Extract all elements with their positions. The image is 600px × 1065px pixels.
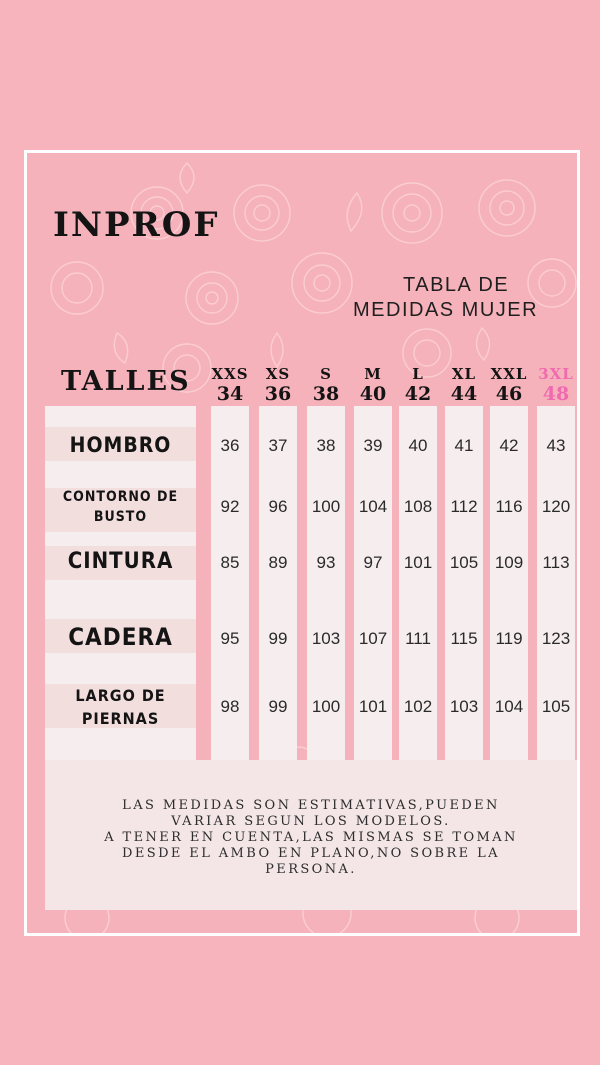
- size-header-s: [304, 365, 348, 405]
- size-header-3xl: [534, 365, 578, 405]
- size-label: S: [320, 365, 332, 383]
- measurement-cell: 98: [220, 697, 240, 716]
- size-header-xl: [442, 365, 486, 405]
- size-header-xs: [256, 365, 300, 405]
- row-label-line: BUSTO: [93, 509, 148, 525]
- measurement-cell: 95: [220, 629, 240, 648]
- measurement-cell: 42: [499, 436, 519, 455]
- measurement-cell: 100: [311, 697, 341, 716]
- disclaimer-line: A TENER EN CUENTA,LAS MISMAS SE TOMAN: [104, 830, 518, 845]
- measurement-cell: 111: [405, 629, 431, 648]
- size-number: 46: [495, 383, 523, 405]
- measurement-cell: 103: [311, 629, 341, 648]
- measurement-cell: 119: [495, 629, 523, 648]
- measurement-cell: 40: [408, 436, 428, 455]
- size-number: 48: [542, 383, 570, 405]
- measurement-cell: 105: [541, 697, 571, 716]
- size-chart-frame: [24, 150, 580, 936]
- row-label-cintura: [45, 549, 196, 575]
- row-label-largo-de-piernas: [45, 684, 196, 730]
- size-label: XS: [265, 365, 291, 383]
- measurement-cell: 85: [220, 553, 240, 572]
- measurement-cell: 36: [220, 436, 240, 455]
- size-number: 40: [359, 383, 387, 405]
- size-label: M: [364, 365, 382, 383]
- measurement-cell: 107: [358, 629, 388, 648]
- disclaimer-line: DESDE EL AMBO EN PLANO,NO SOBRE LA: [122, 846, 500, 861]
- size-chart-panel: [27, 153, 577, 933]
- row-label-line: CADERA: [68, 623, 173, 651]
- measurement-cell: 92: [220, 497, 240, 516]
- measurement-cell: 112: [450, 497, 478, 516]
- measurement-cell: 113: [542, 553, 570, 572]
- row-label-line: PIERNAS: [81, 709, 160, 728]
- size-number: 36: [264, 383, 292, 405]
- measurement-cell: 99: [268, 697, 288, 716]
- measurement-cell: 37: [268, 436, 288, 455]
- size-header-xxl: [487, 365, 531, 405]
- size-header-xxs: [208, 365, 252, 405]
- measurement-cell: 100: [311, 497, 341, 516]
- size-number: 44: [450, 383, 478, 405]
- measurement-cell: 102: [403, 697, 433, 716]
- row-label-line: LARGO DE: [75, 686, 166, 705]
- table-title-line1: TABLA DE: [403, 274, 510, 296]
- size-number: 42: [404, 383, 432, 405]
- measurement-cell: 101: [403, 553, 433, 572]
- row-label-line: HOMBRO: [69, 433, 172, 457]
- size-number: 38: [312, 383, 340, 405]
- measurement-cell: 108: [403, 497, 433, 516]
- disclaimer-line: PERSONA.: [265, 862, 357, 877]
- measurement-cell: 97: [363, 553, 383, 572]
- disclaimer-box: [45, 760, 577, 910]
- measurement-cell: 96: [268, 497, 288, 516]
- measurement-cell: 109: [494, 553, 524, 572]
- sizes-header-label: TALLES: [61, 366, 191, 397]
- row-label-cadera: [45, 623, 196, 651]
- measurement-cell: 116: [495, 497, 523, 516]
- measurement-cell: 39: [363, 436, 383, 455]
- disclaimer-line: LAS MEDIDAS SON ESTIMATIVAS,PUEDEN: [122, 798, 500, 813]
- size-label: XXL: [490, 365, 528, 383]
- measurement-cell: 93: [316, 553, 336, 572]
- size-header-m: [351, 365, 395, 405]
- measurement-cell: 104: [358, 497, 388, 516]
- row-label-contorno-de-busto: [45, 487, 196, 527]
- measurement-cell: 101: [358, 697, 388, 716]
- measurement-cell: 103: [449, 697, 479, 716]
- measurement-cell: 99: [268, 629, 288, 648]
- row-label-hombro: [45, 433, 196, 457]
- row-label-line: CINTURA: [67, 549, 174, 574]
- measurement-cell: 43: [546, 436, 566, 455]
- measurement-cell: 115: [450, 629, 478, 648]
- disclaimer-text: [45, 798, 577, 878]
- size-number: 34: [216, 383, 244, 405]
- measurement-cell: 120: [541, 497, 571, 516]
- size-label: L: [412, 365, 424, 383]
- measurement-cell: 123: [541, 629, 571, 648]
- brand-logo-text: INPROF: [53, 205, 220, 245]
- row-label-line: CONTORNO DE: [62, 489, 179, 505]
- table-title: [353, 273, 583, 323]
- table-title-line2: MEDIDAS MUJER: [353, 299, 539, 321]
- measurement-cell: 38: [316, 436, 336, 455]
- size-label: 3XL: [538, 365, 574, 383]
- measurement-cell: 105: [449, 553, 479, 572]
- disclaimer-line: VARIAR SEGUN LOS MODELOS.: [171, 814, 451, 829]
- size-header-l: [396, 365, 440, 405]
- size-label: XL: [451, 365, 477, 383]
- measurement-cell: 104: [494, 697, 524, 716]
- measurement-cell: 89: [268, 553, 288, 572]
- size-label: XXS: [211, 365, 249, 383]
- measurement-cell: 41: [454, 436, 474, 455]
